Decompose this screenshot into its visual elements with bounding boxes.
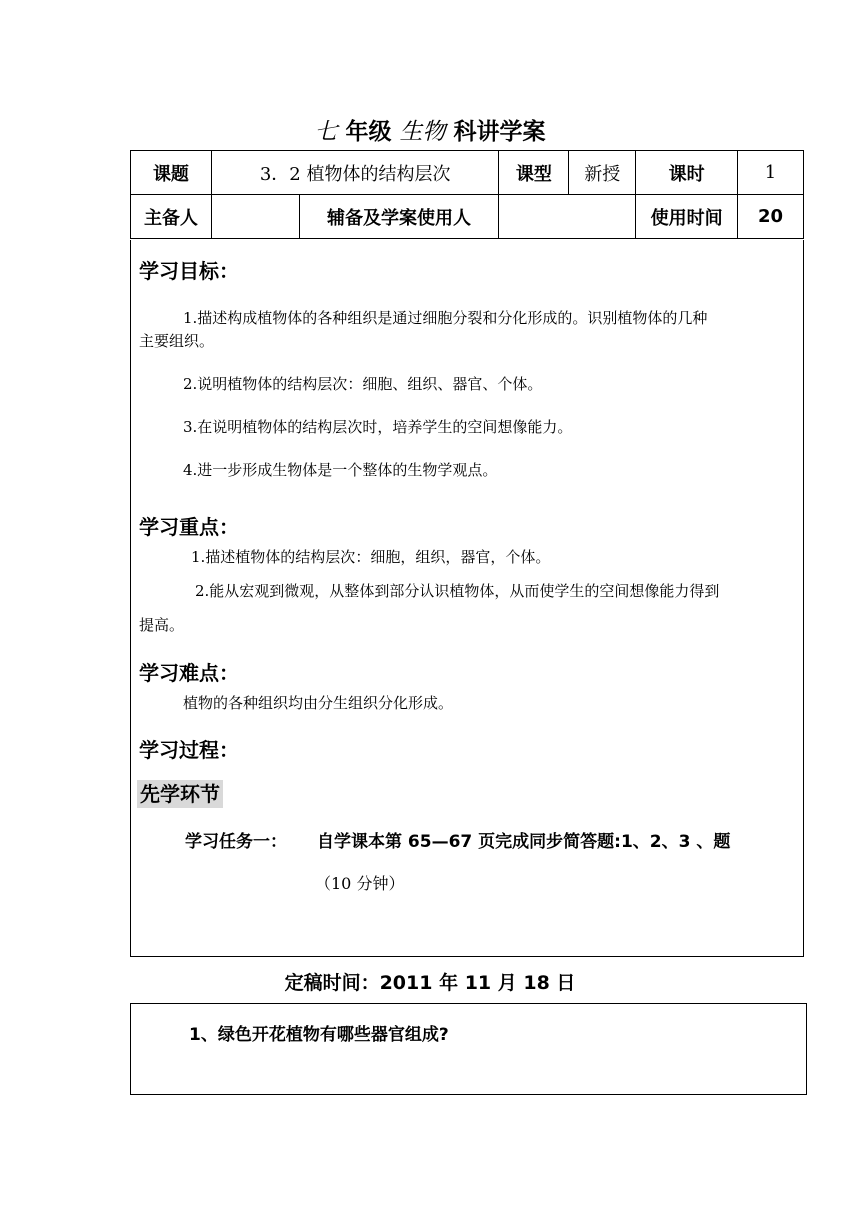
objective-item: 3.在说明植物体的结构层次时，培养学生的空间想像能力。 xyxy=(183,418,573,436)
title-subject: 生物 xyxy=(399,119,446,145)
title-suffix: 科讲学案 xyxy=(453,119,546,145)
preparer-label: 主备人 xyxy=(131,195,212,239)
topic-label: 课题 xyxy=(131,151,212,195)
assistant-value xyxy=(499,195,636,239)
hours-label: 课时 xyxy=(636,151,738,195)
objective-item: 2.说明植物体的结构层次：细胞、组织、器官、个体。 xyxy=(183,375,543,393)
objectives-heading: 学习目标： xyxy=(139,259,239,283)
difficulty-heading: 学习难点： xyxy=(139,661,239,685)
title-grade: 七 xyxy=(314,119,338,145)
section-label-text: 先学环节 xyxy=(137,780,223,808)
question-box xyxy=(130,1003,807,1095)
key-point-item: 提高。 xyxy=(139,616,185,634)
assistant-label: 辅备及学案使用人 xyxy=(299,195,499,239)
objective-item: 1.描述构成植物体的各种组织是通过细胞分裂和分化形成的。识别植物体的几种 xyxy=(183,309,708,327)
type-value: 新授 xyxy=(569,151,636,195)
title-grade-suffix: 年级 xyxy=(345,119,392,145)
time-value: 20 xyxy=(738,195,804,239)
section-label xyxy=(137,778,223,807)
header-row-1 xyxy=(131,151,804,195)
question-text: 1、绿色开花植物有哪些器官组成? xyxy=(189,1025,449,1045)
key-point-item: 1.描述植物体的结构层次：细胞，组织，器官，个体。 xyxy=(191,548,551,566)
page-title xyxy=(0,113,860,146)
process-heading: 学习过程： xyxy=(139,738,239,762)
finalized-date: 定稿时间：2011 年 11 月 18 日 xyxy=(284,972,576,994)
header-table xyxy=(130,150,804,239)
task-text: 自学课本第 65—67 页完成同步简答题:1、2、3 、题 xyxy=(317,832,731,852)
type-label: 课型 xyxy=(499,151,569,195)
key-point-item: 2.能从宏观到微观，从整体到部分认识植物体，从而使学生的空间想像能力得到 xyxy=(195,582,720,600)
time-label: 使用时间 xyxy=(636,195,738,239)
preparer-value xyxy=(211,195,299,239)
hours-value: 1 xyxy=(738,151,804,195)
objective-item: 4.进一步形成生物体是一个整体的生物学观点。 xyxy=(183,461,498,479)
header-row-2 xyxy=(131,195,804,239)
task-label: 学习任务一： xyxy=(185,832,287,852)
task-time: （10 分钟） xyxy=(315,874,405,893)
difficulty-text: 植物的各种组织均由分生组织分化形成。 xyxy=(183,694,454,712)
objective-item: 主要组织。 xyxy=(139,332,215,350)
key-points-heading: 学习重点： xyxy=(139,515,239,539)
lesson-content-box xyxy=(130,240,804,957)
topic-value: 3．2 植物体的结构层次 xyxy=(211,151,499,195)
